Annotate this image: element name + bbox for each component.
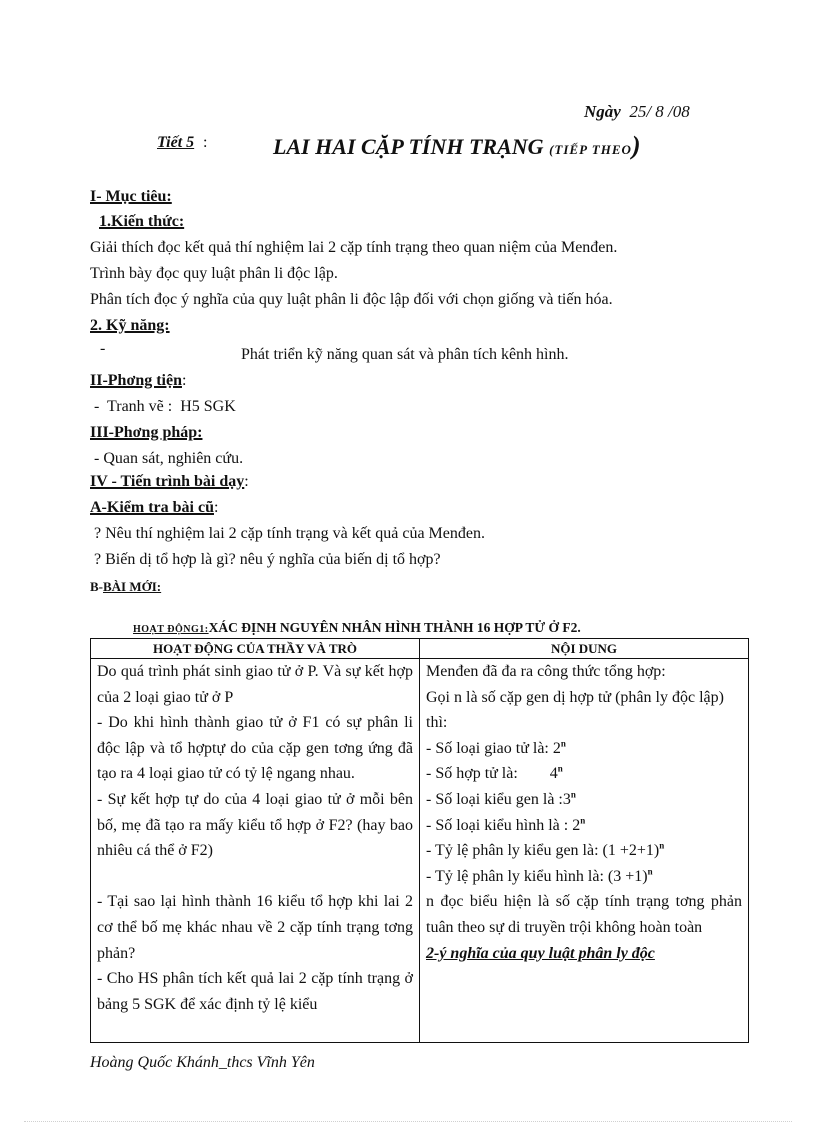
pt-line: - Tranh vẽ : H5 SGK (90, 398, 236, 415)
exponent: n (647, 866, 653, 877)
table-row (91, 659, 749, 1043)
heading-ky-nang: 2. Kỹ năng: (90, 317, 170, 334)
tien-trinh-colon: : (244, 473, 249, 490)
bai-moi-label: BÀI MỚI: (103, 579, 162, 594)
lesson-label: Tiết 5 (157, 134, 195, 151)
kt-question-2: ? Biến dị tổ hợp là gì? nêu ý nghĩa của biến dị tổ hợp? (90, 551, 441, 568)
activity-prefix: HOẠT ĐỘNG1: (133, 624, 209, 635)
content-cell (420, 659, 749, 1043)
bai-moi-prefix: B- (90, 579, 103, 594)
footer-author: Hoàng Quốc Khánh_thcs Vĩnh Yên (90, 1054, 315, 1071)
lesson-table (90, 638, 749, 1043)
heading-tien-trinh: IV - Tiến trình bài dạy (90, 473, 245, 490)
activity-caption (133, 620, 581, 636)
left-para-1: Do quá trình phát sinh giao tử ở P. Và sự kết hợp của 2 loại giao tử ở P (97, 663, 413, 706)
exponent: n (659, 840, 665, 851)
heading-tien-trinh-row (90, 473, 249, 491)
phuong-tien-colon: : (181, 372, 187, 389)
formula-ty-le-hinh-text: - Tỷ lệ phân ly kiểu hình là: (3 +1) (426, 867, 648, 885)
left-para-3: - Sự kết hợp tự do của 4 loại giao tử ở mỗi bên bố, mẹ đã tạo ra mấy kiểu tổ hợp ở F2? (hay bao nhiêu cá thể ở F2) (97, 790, 413, 860)
exponent: n (580, 815, 586, 826)
page-title (273, 131, 641, 161)
formula-kieu-gen-text: - Số loại kiểu gen là :3 (426, 790, 571, 808)
title-sub: (TIẾP THEO (549, 142, 632, 157)
pp-line: - Quan sát, nghiên cứu. (90, 450, 244, 467)
kn-line: Phát triển kỹ năng quan sát và phân tích kênh hình. (241, 346, 569, 363)
heading-bai-moi (90, 579, 161, 595)
exponent: n (560, 738, 566, 749)
heading-kiem-tra: A-Kiểm tra bài cũ (90, 499, 214, 516)
heading-phuong-phap: III-Phơng pháp: (90, 424, 203, 441)
formula-giao-tu (426, 736, 742, 762)
kn-dash: - (100, 340, 106, 357)
heading-muc-tieu: I- Mục tiêu: (90, 188, 172, 205)
formula-hop-tu-text: - Số hợp tử là: 4 (426, 765, 558, 783)
title-main: LAI HAI CẶP TÍNH TRẠNG (273, 134, 544, 159)
spacer (97, 864, 413, 890)
formula-kieu-gen (426, 787, 742, 813)
title-close: ) (631, 131, 641, 160)
right-note: n đọc biểu hiện là số cặp tính trạng tơng phản tuân theo sự di truyền trội không hoàn toàn (426, 893, 742, 936)
formula-kieu-hinh-text: - Số loại kiểu hình là : 2 (426, 816, 581, 834)
formula-ty-le-gen (426, 838, 742, 864)
heading-kien-thuc: 1.Kiến thức: (99, 213, 185, 230)
left-para-4: - Tại sao lại hình thành 16 kiểu tổ hợp khi lai 2 cơ thể bố mẹ khác nhau về 2 cặp tính trạng tơng phản? (97, 893, 413, 962)
col-header-right: NỘI DUNG (420, 639, 749, 659)
kt-question-1: ? Nêu thí nghiệm lai 2 cặp tính trạng và kết quả của Menđen. (90, 525, 485, 542)
kt-line-2: Trình bày đọc quy luật phân li độc lập. (90, 265, 338, 282)
exponent: n (570, 789, 576, 800)
date-line (584, 102, 690, 122)
formula-ty-le-gen-text: - Tỷ lệ phân ly kiểu gen là: (1 +2+1) (426, 842, 660, 860)
heading-phuong-tien: II-Phơng tiện (90, 372, 182, 389)
left-para-2: - Do khi hình thành giao tử ở F1 có sự phân li độc lập và tổ hợptự do của cặp gen tơng ứng đã tạo ra 4 loại giao tử có tỷ lệ ngang nhau. (97, 714, 413, 783)
formula-ty-le-hinh (426, 864, 742, 890)
teacher-student-cell (91, 659, 420, 1043)
kt-line-3: Phân tích đọc ý nghĩa của quy luật phân li độc lập đối với chọn giống và tiến hóa. (90, 291, 613, 308)
lesson-number (157, 134, 194, 152)
date-value: 25/ 8 /08 (629, 102, 690, 121)
right-intro-2: Gọi n là số cặp gen dị hợp tử (phân ly độc lập) thì: (426, 688, 724, 732)
page-bottom-rule (24, 1121, 792, 1122)
activity-title: XÁC ĐỊNH NGUYÊN NHÂN HÌNH THÀNH 16 HỢP TỬ Ở F2. (208, 620, 581, 635)
heading-kiem-tra-row (90, 499, 218, 517)
date-label: Ngày (584, 102, 621, 121)
formula-hop-tu (426, 761, 742, 787)
heading-phuong-tien-row (90, 372, 186, 390)
kt-line-1: Giải thích đọc kết quả thí nghiệm lai 2 cặp tính trạng theo quan niệm của Menđen. (90, 239, 618, 256)
right-intro-1: Menđen đã đa ra công thức tổng hợp: (426, 663, 666, 680)
left-para-5: - Cho HS phân tích kết quả lai 2 cặp tính trạng ở bảng 5 SGK để xác định tỷ lệ kiểu (97, 970, 413, 1013)
col-header-left: HOẠT ĐỘNG CỦA THẦY VÀ TRÒ (91, 639, 420, 659)
right-section-2: 2-ý nghĩa của quy luật phân ly độc (426, 944, 655, 962)
formula-giao-tu-text: - Số loại giao tử là: 2 (426, 739, 561, 757)
kiem-tra-colon: : (213, 499, 219, 516)
exponent: n (557, 764, 563, 775)
formula-kieu-hinh (426, 813, 742, 839)
table-header-row (91, 639, 749, 659)
lesson-colon: : (203, 134, 208, 151)
